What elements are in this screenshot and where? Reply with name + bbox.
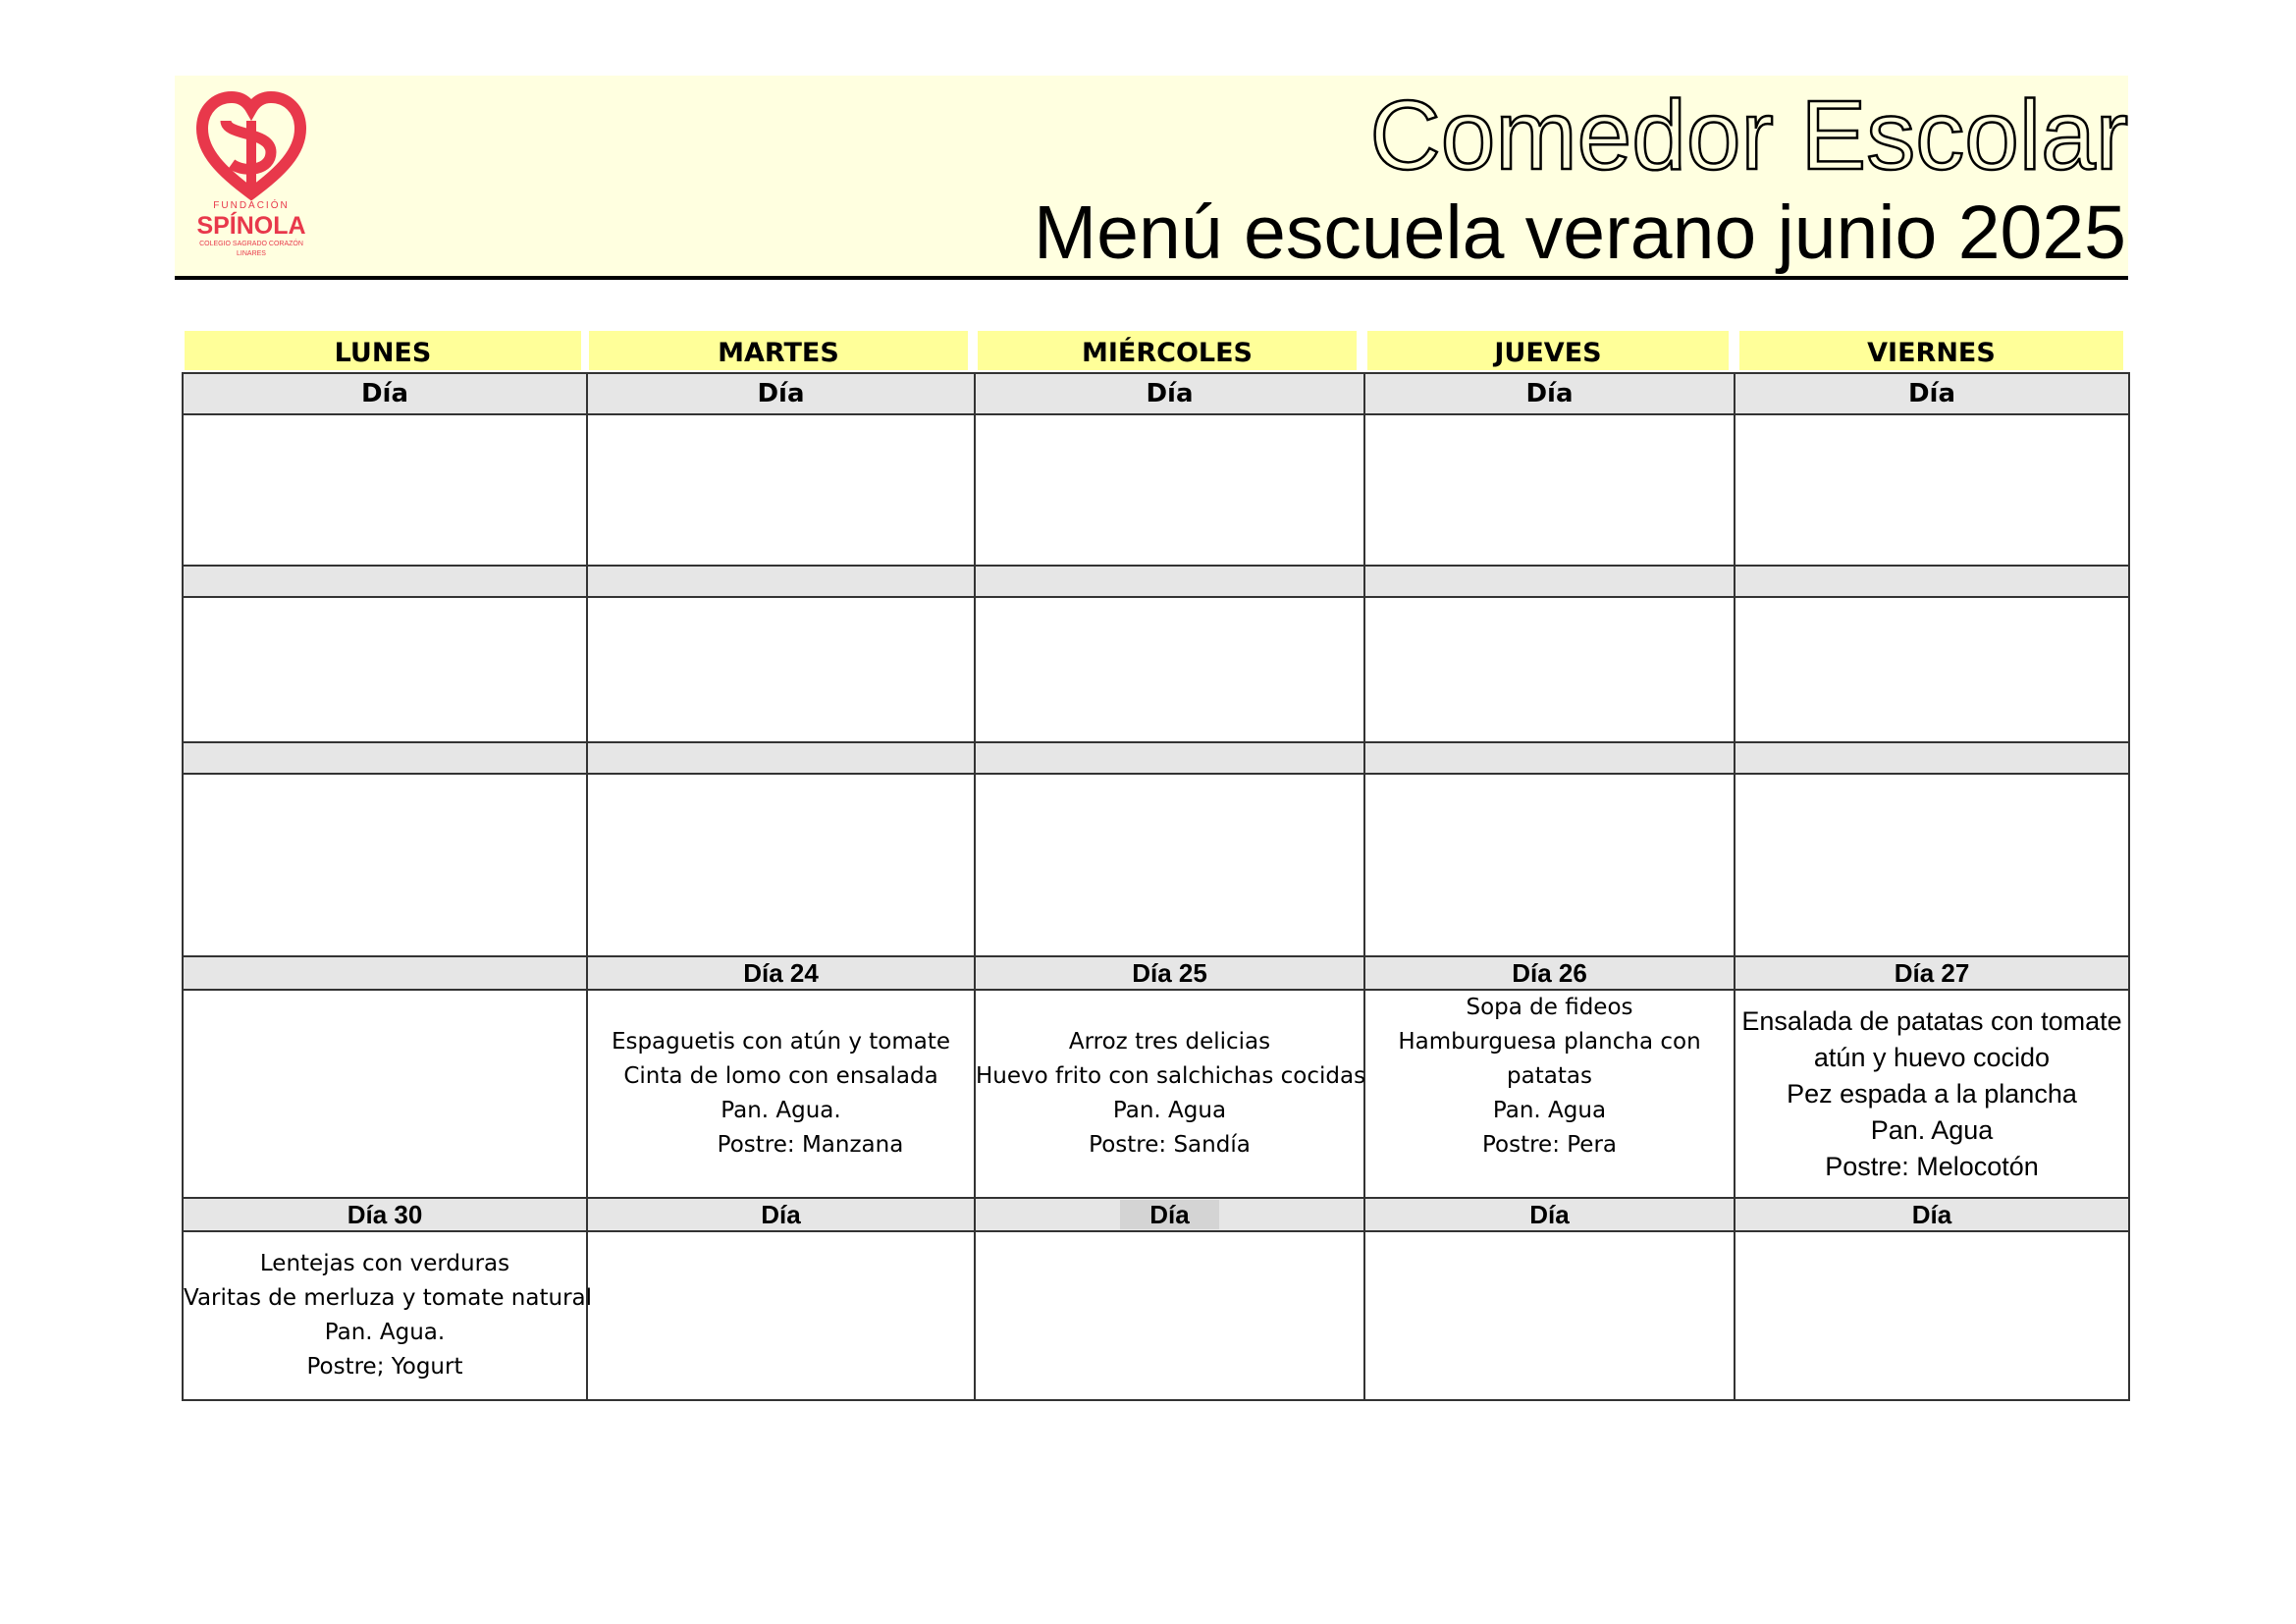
logo-line-2: SPÍNOLA (196, 212, 306, 240)
menu-cell (975, 774, 1364, 956)
menu-line: Postre; Yogurt (306, 1354, 463, 1380)
weekday-header-jueves: JUEVES (1367, 331, 1729, 370)
week-5-labels (183, 1198, 2129, 1231)
day-label (1364, 566, 1735, 597)
day-label-24: Día 24 (587, 956, 975, 990)
week-2-labels (183, 566, 2129, 597)
menu-cell (587, 414, 975, 566)
day-label: Día (587, 373, 975, 414)
day-label (975, 742, 1364, 774)
menu-line: Huevo frito con salchichas cocidas (976, 1063, 1366, 1089)
day-label (1735, 566, 2129, 597)
page-header (175, 76, 2128, 280)
menu-cell (975, 414, 1364, 566)
day-label (183, 566, 587, 597)
menu-line: Postre: Sandía (1089, 1132, 1251, 1158)
menu-cell (183, 597, 587, 742)
menu-line: Pan. Agua (1112, 1098, 1227, 1123)
week-4-menus (183, 990, 2129, 1198)
day-label (1364, 742, 1735, 774)
menu-cell-24 (587, 990, 975, 1198)
weekday-header-miercoles: MIÉRCOLES (978, 331, 1357, 370)
menu-cell (1364, 1231, 1735, 1400)
menu-cell (587, 597, 975, 742)
day-label (975, 566, 1364, 597)
weekday-header-martes: MARTES (589, 331, 968, 370)
day-label: Día (587, 1198, 975, 1231)
menu-cell (183, 774, 587, 956)
menu-line: Postre: Melocotón (1825, 1151, 2039, 1181)
heart-logo-icon (196, 91, 306, 201)
week-3-menus (183, 774, 2129, 956)
weekday-header-viernes: VIERNES (1739, 331, 2123, 370)
menu-line: Ensalada de patatas con tomate (1741, 1005, 2122, 1036)
week-5-menus (183, 1231, 2129, 1400)
menu-line: Pan. Agua (1870, 1114, 1994, 1145)
menu-cell (183, 990, 587, 1198)
menu-line: Pan. Agua. (324, 1320, 446, 1345)
menu-line: Varitas de merluza y tomate natural (184, 1285, 593, 1311)
menu-cell (1364, 597, 1735, 742)
menu-line: Cinta de lomo con ensalada (623, 1063, 938, 1089)
menu-line: Postre: Manzana (717, 1132, 904, 1158)
logo-line-3: COLEGIO SAGRADO CORAZÓN (199, 241, 303, 247)
day-label: Día (1364, 1198, 1735, 1231)
menu-cell (975, 1231, 1364, 1400)
menu-line: atún y huevo cocido (1813, 1042, 2051, 1072)
menu-cell (1364, 774, 1735, 956)
menu-line: Sopa de fideos (1466, 995, 1633, 1020)
day-label (587, 742, 975, 774)
menu-line: Pan. Agua. (721, 1098, 841, 1123)
day-label (183, 956, 587, 990)
week-3-labels (183, 742, 2129, 774)
day-label (183, 742, 587, 774)
day-label: Día (1735, 1198, 2129, 1231)
menu-cell-25 (975, 990, 1364, 1198)
day-label-27: Día 27 (1735, 956, 2129, 990)
logo-line-4: LINARES (237, 250, 266, 257)
week-1-menus (183, 414, 2129, 566)
menu-line: Pez espada a la plancha (1787, 1078, 2077, 1109)
menu-cell (587, 1231, 975, 1400)
day-label: Día (1364, 373, 1735, 414)
menu-line: Arroz tres delicias (1068, 1029, 1271, 1055)
day-label (1735, 742, 2129, 774)
day-label: Día (1735, 373, 2129, 414)
menu-line: Pan. Agua (1492, 1098, 1607, 1123)
menu-cell (1735, 414, 2129, 566)
day-label (975, 1198, 1364, 1231)
menu-cell (183, 414, 587, 566)
menu-cell (1735, 1231, 2129, 1400)
page-title: Comedor Escolar (1369, 81, 2128, 190)
menu-cell-27 (1735, 990, 2129, 1198)
menu-line: Postre: Pera (1481, 1132, 1618, 1158)
day-label: Día (975, 373, 1364, 414)
week-4-labels (183, 956, 2129, 990)
day-label-30: Día 30 (183, 1198, 587, 1231)
menu-line: Lentejas con verduras (259, 1251, 510, 1276)
menu-line: Hamburguesa plancha con (1398, 1029, 1701, 1055)
menu-grid (182, 372, 2130, 1401)
menu-cell-26 (1364, 990, 1735, 1198)
menu-cell (975, 597, 1364, 742)
menu-line: Espaguetis con atún y tomate (611, 1029, 951, 1055)
menu-cell (587, 774, 975, 956)
menu-line: patatas (1507, 1063, 1592, 1089)
logo-line-1: FUNDACIÓN (213, 200, 290, 211)
day-label: Día (183, 373, 587, 414)
day-label (587, 566, 975, 597)
week-2-menus (183, 597, 2129, 742)
day-label-25: Día 25 (975, 956, 1364, 990)
logo (196, 91, 306, 268)
day-label-26: Día 26 (1364, 956, 1735, 990)
menu-cell-30 (183, 1231, 593, 1400)
menu-cell (1735, 774, 2129, 956)
weekday-header-lunes: LUNES (185, 331, 581, 370)
menu-cell (1364, 414, 1735, 566)
menu-cell (1735, 597, 2129, 742)
page-subtitle: Menú escuela verano junio 2025 (1033, 190, 2126, 275)
week-1-labels (183, 373, 2129, 414)
day-label-text: Día (1120, 1200, 1218, 1229)
